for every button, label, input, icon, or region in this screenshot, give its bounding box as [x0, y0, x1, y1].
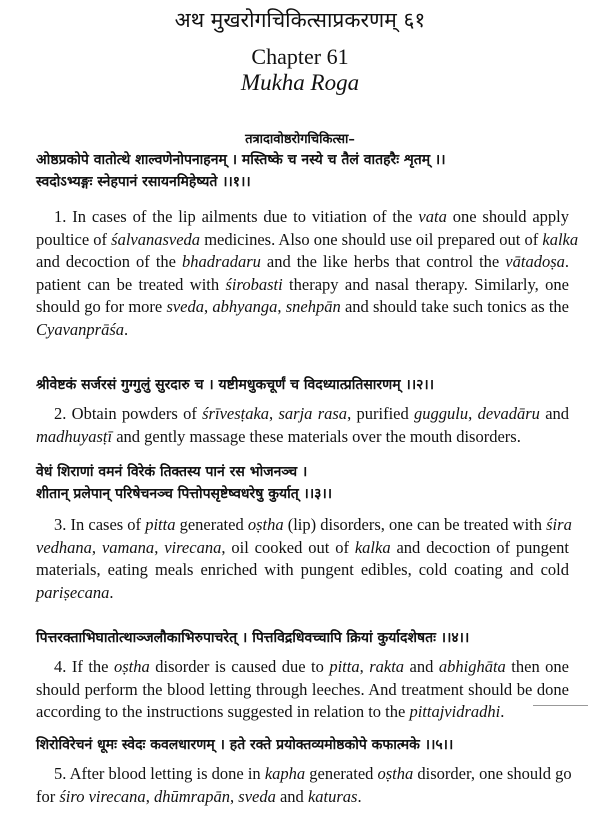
text-run: 2. Obtain powders of: [54, 404, 203, 423]
italic-term: pitta: [145, 515, 176, 534]
paragraph-line: [36, 537, 569, 560]
paragraph-line: [36, 251, 569, 274]
chapter-number: Chapter 61: [251, 44, 349, 69]
paragraph-line: [36, 514, 572, 537]
italic-term: snehpān: [285, 297, 341, 316]
verse-line: शिरोविरेचनं धूमः स्वेदः कवलधारणम् । हते रक्ते प्रयोक्तव्यमोष्ठकोपे कफात्मके ।।५।।: [36, 737, 454, 753]
text-run: 4. If the: [54, 657, 114, 676]
text-run: materials, eating meals enriched with pungent edibles, cold coating and cold: [36, 560, 569, 579]
italic-term: katuras: [307, 786, 358, 806]
verse-line: शीतान् प्रलेपान् परिषेचनञ्च पित्तोपसृष्टेष्वधरेषु कुर्यात् ।।३।।: [36, 486, 333, 502]
paragraph-5: [36, 763, 572, 808]
italic-term: śirobasti: [225, 274, 283, 294]
text-run: for: [36, 786, 60, 806]
divider-rule: [533, 705, 588, 706]
text-run: ,: [468, 404, 478, 423]
text-run: and: [404, 657, 439, 676]
text-run: .: [500, 702, 505, 721]
text-run: and gently massage these materials over the mouth disorders.: [112, 426, 521, 446]
italic-term: oṣtha: [114, 657, 150, 676]
text-run: therapy and nasal therapy. Similarly, one: [282, 274, 569, 294]
paragraph-1: [36, 206, 579, 341]
text-run: and: [275, 786, 308, 806]
text-run: ,: [277, 297, 286, 316]
verse-3: [36, 461, 576, 505]
paragraph-line: [36, 229, 579, 252]
text-run: , oil cooked out of: [221, 537, 355, 557]
italic-term: abhyanga: [212, 297, 278, 316]
sanskrit-chapter-title: अथ मुखरोगचिकित्साप्रकरणम् ६१: [174, 8, 426, 32]
paragraph-line: [36, 679, 569, 702]
text-run: 1. In cases of the lip ailments due to vitiation of the: [54, 207, 419, 226]
italic-term: pittajvidradhi: [409, 702, 501, 721]
italic-term: śrīvesṭaka: [202, 404, 270, 423]
text-run: 5. After blood letting is done in: [54, 764, 265, 783]
text-run: according to the instructions suggested in relation to the: [36, 702, 410, 721]
paragraph-4: [36, 656, 569, 724]
text-run: and should take such tonics as the: [340, 297, 569, 316]
italic-term: śalvanasveda: [111, 229, 201, 249]
paragraph-line: [36, 403, 569, 426]
paragraph-line: [36, 763, 572, 786]
italic-term: rakta: [369, 657, 405, 676]
paragraph-line: [36, 274, 569, 297]
text-run: patient can be treated with: [36, 274, 226, 294]
text-run: generated: [305, 764, 378, 783]
text-run: and decoction of the: [36, 252, 183, 271]
verse-line: पित्तरक्ताभिघातोत्थाञ्जलौकाभिरुपाचरेत् । पित्तविद्रधिवच्चापि क्रियां कुर्यादशेषतः ।।४।।: [36, 630, 470, 646]
italic-term: virecana: [164, 537, 222, 557]
paragraph-line: [36, 656, 569, 679]
italic-term: sarja rasa: [278, 404, 348, 423]
paragraph-line: [36, 582, 569, 605]
paragraph-line: [36, 206, 569, 229]
italic-term: kalka: [542, 229, 579, 249]
verse-5: [36, 734, 576, 756]
paragraph-line: [36, 426, 569, 449]
verse-2: [36, 374, 576, 396]
paragraph-line: [36, 296, 569, 319]
paragraph-line: [36, 701, 569, 724]
paragraph-2: [36, 403, 569, 448]
italic-term: kapha: [264, 764, 306, 783]
italic-term: abhighāta: [438, 657, 506, 676]
verse-line: स्वदोऽभ्यङ्गः स्नेहपानं रसायनमिहेष्यते ।।१।।: [36, 174, 251, 190]
text-run: poultice of: [36, 229, 112, 249]
verse-1: [36, 149, 576, 193]
section-heading: तत्रादावोष्ठरोगचिकित्सा–: [245, 132, 355, 147]
italic-term: pariṣecana: [36, 582, 110, 602]
italic-term: sveda: [238, 786, 276, 806]
text-run: generated: [175, 515, 248, 534]
text-run: should go for more: [36, 297, 167, 316]
text-run: (lip) disorders, one can be treated with: [283, 515, 547, 534]
verse-line: ओष्ठप्रकोपे वातोत्थे शाल्वणेनोपनाहनम् । मस्तिष्के च नस्ये च तैलं वातहरैः शृतम् ।।: [36, 152, 446, 168]
italic-term: sveda: [166, 297, 205, 316]
italic-term: devadāru: [477, 404, 540, 423]
text-run: should perform the blood letting through leeches. And treatment should be done: [36, 679, 569, 699]
italic-term: bhadradaru: [182, 252, 261, 271]
text-run: and the like herbs that control the: [260, 252, 506, 271]
verse-line: वेधं शिराणां वमनं विरेकं तिक्तस्य पानं रस भोजनञ्च ।: [36, 464, 308, 480]
italic-term: vamana: [101, 537, 155, 557]
text-run: one should apply: [446, 207, 569, 226]
italic-term: śiro virecana: [59, 786, 146, 806]
chapter-name: Mukha Roga: [240, 70, 360, 95]
text-run: .: [109, 582, 114, 602]
text-run: and: [539, 404, 570, 423]
text-run: .: [564, 252, 569, 271]
text-run: .: [357, 786, 362, 806]
paragraph-line: [36, 786, 569, 809]
text-run: ,: [269, 404, 279, 423]
italic-term: Cyavanprāśa: [36, 319, 124, 339]
paragraph-line: [36, 559, 569, 582]
italic-term: kalka: [354, 537, 391, 557]
text-run: ,: [230, 786, 239, 806]
italic-term: vātadoṣa: [505, 252, 565, 271]
italic-term: vedhana: [36, 537, 92, 557]
paragraph-line: [36, 319, 569, 342]
text-run: disorder, one should go: [413, 764, 572, 783]
italic-term: dhūmrapān: [153, 786, 231, 806]
text-run: medicines. Also one should use oil prepared out of: [200, 229, 543, 249]
italic-term: oṣtha: [247, 515, 284, 534]
text-run: ,: [145, 786, 154, 806]
italic-term: madhuyasṭī: [36, 426, 113, 446]
text-run: ,: [204, 297, 213, 316]
text-run: .: [124, 319, 129, 339]
text-run: 3. In cases of: [54, 515, 146, 534]
text-run: disorder is caused due to: [149, 657, 330, 676]
text-run: ,: [91, 537, 102, 557]
italic-term: vata: [418, 207, 447, 226]
italic-term: pitta: [329, 657, 360, 676]
text-run: ,: [154, 537, 165, 557]
italic-term: guggulu: [414, 404, 469, 423]
text-run: , purified: [347, 404, 415, 423]
verse-4: [36, 627, 576, 649]
text-run: ,: [359, 657, 370, 676]
text-run: then one: [505, 657, 570, 676]
italic-term: oṣtha: [377, 764, 414, 783]
paragraph-3: [36, 514, 572, 604]
italic-term: śira: [546, 515, 572, 534]
text-run: and decoction of pungent: [390, 537, 570, 557]
verse-line: श्रीवेष्टकं सर्जरसं गुग्गुलुं सुरदारु च । यष्टीमधुकचूर्णं च विदध्यात्प्रतिसारणम् ।।२।।: [36, 377, 435, 393]
